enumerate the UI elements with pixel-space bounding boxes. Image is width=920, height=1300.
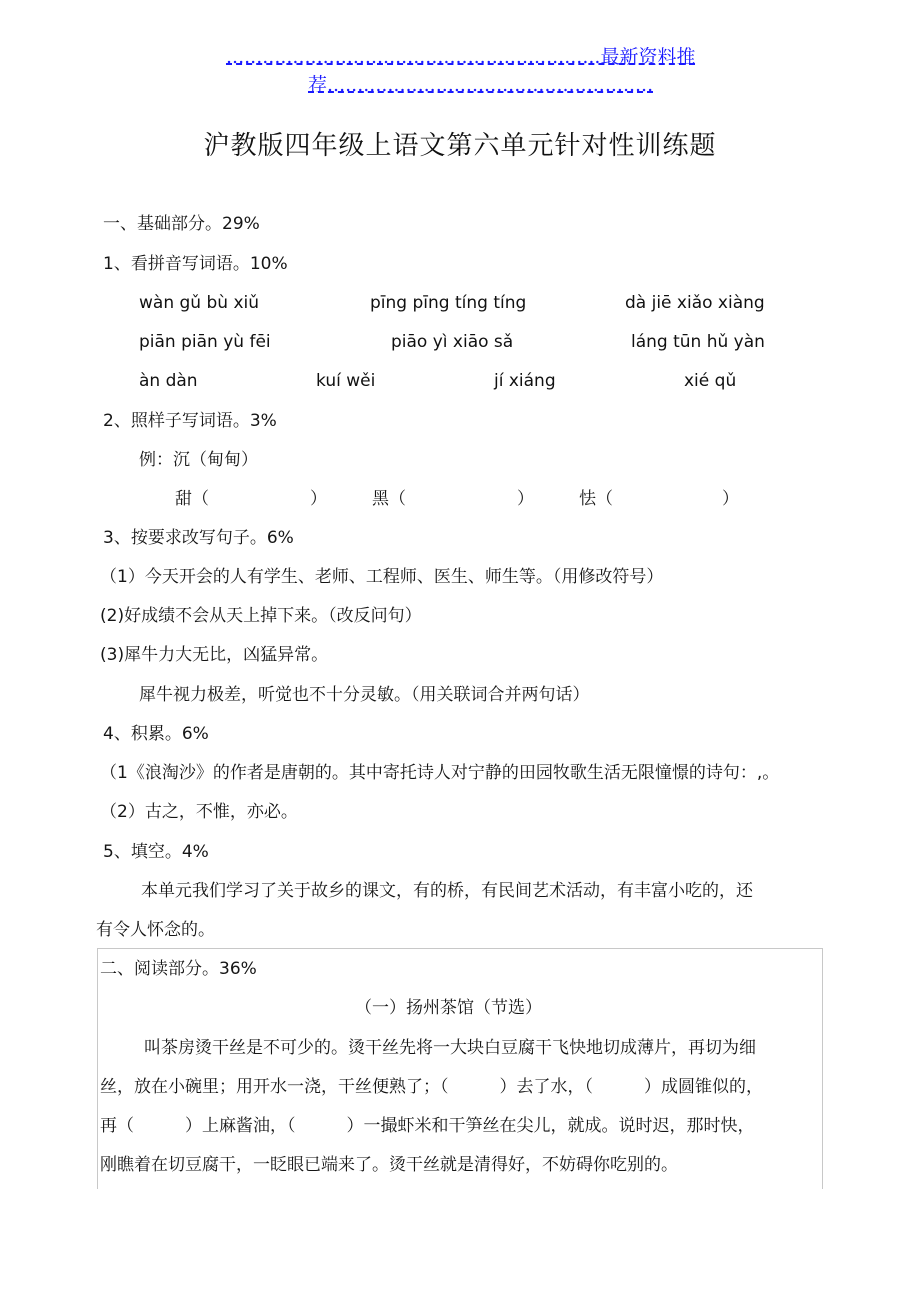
pinyin-item: àn dàn — [139, 371, 198, 391]
q2-items — [0, 487, 920, 511]
passage-line-3: 再（ ）上麻酱油，（ ）一撮虾米和干笋丝在尖儿，就成。说时迟，那时快， — [100, 1116, 755, 1136]
header-link-line2[interactable]: 荐...................................................... — [308, 74, 654, 96]
q5-label: 5、填空。4% — [103, 842, 209, 862]
q2-item-close: ） — [310, 489, 327, 509]
pinyin-item: láng tūn hǔ yàn — [631, 332, 765, 352]
q4-label: 4、积累。6% — [103, 724, 209, 744]
q1-label: 1、看拼音写词语。10% — [103, 254, 288, 274]
q5-text-line1: 本单元我们学习了关于故乡的课文，有的桥，有民间艺术活动，有丰富小吃的，还 — [141, 881, 753, 901]
pinyin-item: wàn gǔ bù xiǔ — [139, 293, 259, 313]
q3-item-3: (3)犀牛力大无比，凶猛异常。 — [100, 645, 329, 665]
q3-item-1: （1）今天开会的人有学生、老师、工程师、医生、师生等。（用修改符号） — [100, 567, 664, 587]
pinyin-item: piān piān yù fēi — [139, 332, 271, 352]
header-link-line1[interactable]: ..............................................................最新资料推 — [226, 46, 696, 68]
q2-item-close: ） — [722, 489, 739, 509]
q3-item-4: 犀牛视力极差，听觉也不十分灵敏。（用关联词合并两句话） — [139, 685, 590, 705]
q3-label: 3、按要求改写句子。6% — [103, 528, 294, 548]
passage-line-1: 叫茶房烫干丝是不可少的。烫干丝先将一大块白豆腐干飞快地切成薄片，再切为细 — [144, 1038, 756, 1058]
q2-item-open: 甜（ — [175, 489, 209, 509]
pinyin-item: kuí wěi — [316, 371, 376, 391]
q2-item-close: ） — [517, 489, 534, 509]
q3-item-2: (2)好成绩不会从天上掉下来。（改反问句） — [100, 606, 422, 626]
q2-item-open: 黑（ — [372, 489, 406, 509]
pinyin-item: piāo yì xiāo sǎ — [391, 332, 514, 352]
pinyin-item: xié qǔ — [684, 371, 737, 391]
pinyin-item: dà jiē xiǎo xiàng — [625, 293, 765, 313]
q2-label: 2、照样子写词语。3% — [103, 411, 277, 431]
q2-example: 例：沉（甸甸） — [139, 450, 258, 470]
section1-heading: 一、基础部分。29% — [103, 214, 260, 234]
q5-text-line2: 有令人怀念的。 — [96, 920, 215, 940]
passage-line-2: 丝，放在小碗里；用开水一浇，干丝便熟了；（ ）去了水，（ ）成圆锥似的， — [100, 1077, 763, 1097]
q4-item-2: （2）古之，不惟，亦必。 — [100, 802, 298, 822]
passage-line-4: 刚瞧着在切豆腐干，一眨眼已端来了。烫干丝就是清得好，不妨碍你吃别的。 — [100, 1155, 678, 1175]
q4-item-1: （1《浪淘沙》的作者是唐朝的。其中寄托诗人对宁静的田园牧歌生活无限憧憬的诗句：,。 — [100, 763, 780, 783]
pinyin-row-1 — [139, 291, 829, 315]
pinyin-item: jí xiáng — [494, 371, 556, 391]
pinyin-row-2 — [139, 330, 829, 354]
q2-item-open: 怯（ — [579, 489, 613, 509]
page-title: 沪教版四年级上语文第六单元针对性训练题 — [203, 131, 717, 161]
section2-heading: 二、阅读部分。36% — [100, 959, 257, 979]
pinyin-row-3 — [139, 369, 829, 393]
passage-title: （一）扬州茶馆（节选） — [355, 998, 542, 1018]
pinyin-item: pīng pīng tíng tíng — [370, 293, 527, 313]
